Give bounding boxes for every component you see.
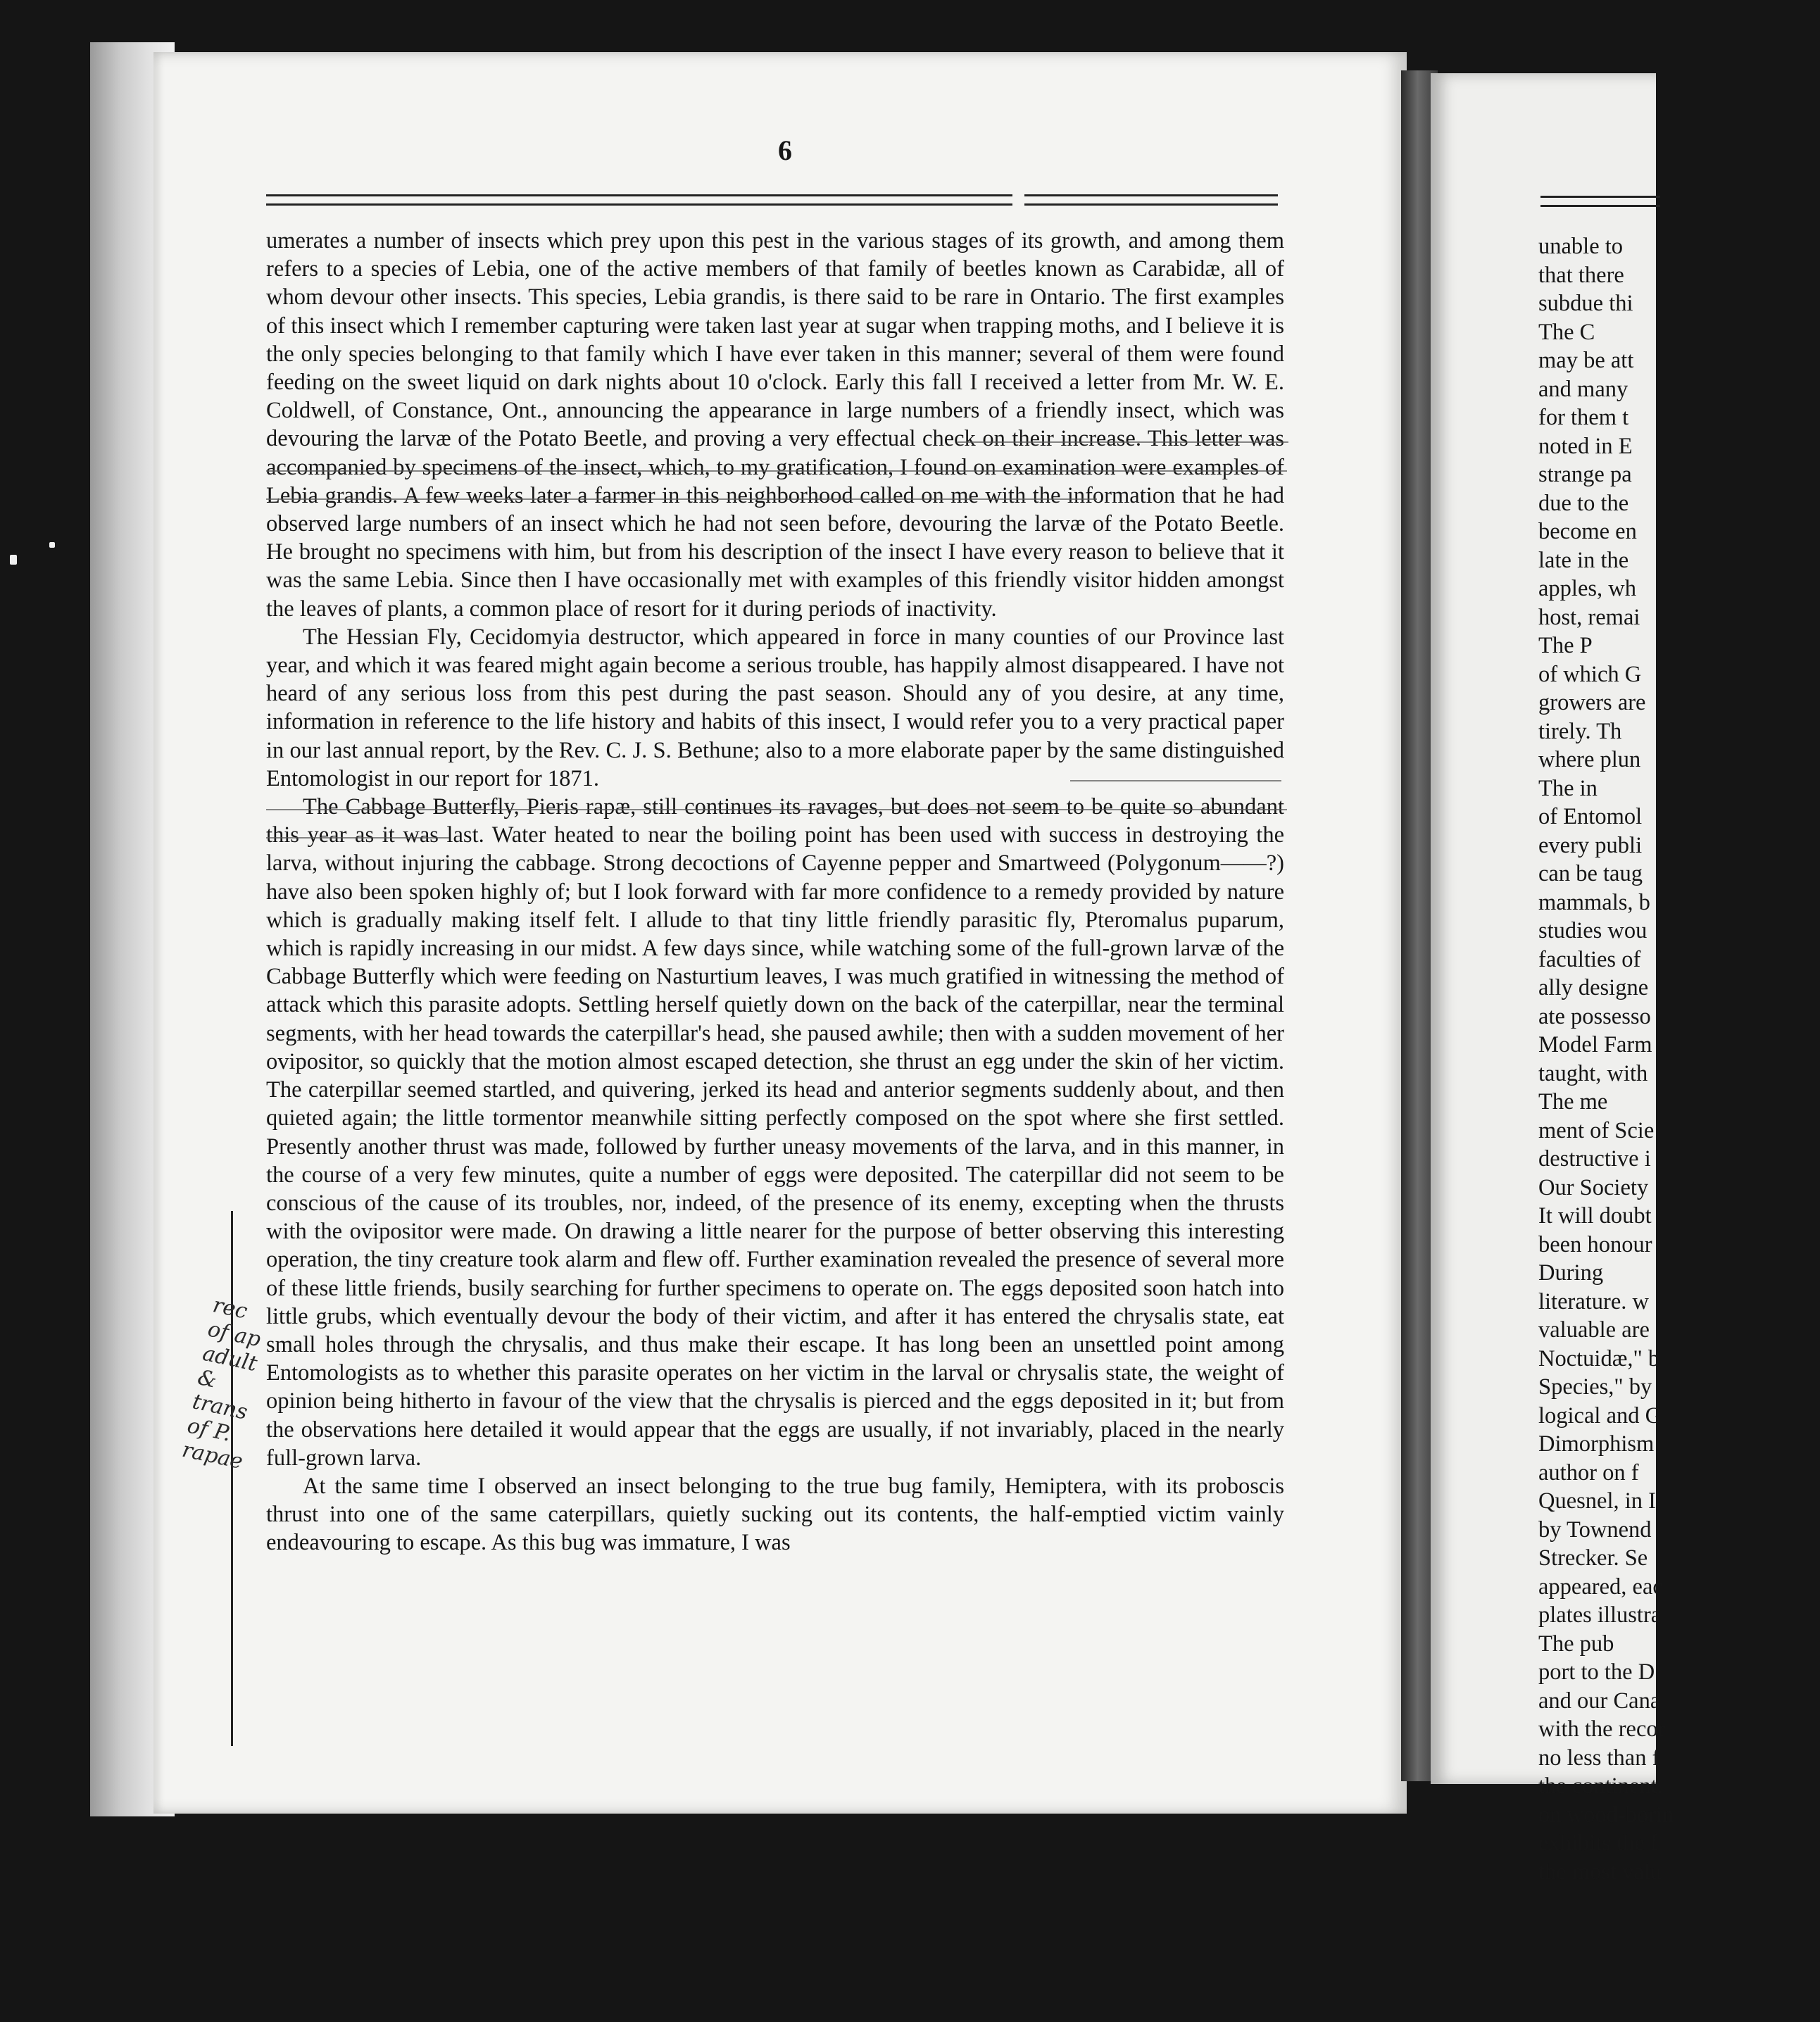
right-page-line: with the recor bbox=[1538, 1716, 1666, 1742]
right-page-line: growers are bbox=[1538, 690, 1646, 715]
right-page-line: The C bbox=[1538, 319, 1595, 345]
right-page-line: author on f bbox=[1538, 1459, 1639, 1486]
right-page-line: subdue thi bbox=[1538, 291, 1633, 316]
right-page-line: The P bbox=[1538, 633, 1593, 658]
paragraph-hemiptera: At the same time I observed an insect belonging to the true bug family, Hemiptera, with its proboscis thrust into one of the same caterpillars, quietly sucking out its contents, the half-emptied victim vainly endeavouring to escape. As this bug was immature, I was bbox=[266, 1473, 1284, 1556]
right-page-line: faculties of bbox=[1538, 946, 1641, 972]
right-page-line: The me bbox=[1538, 1089, 1608, 1114]
right-page-line: and many bbox=[1538, 376, 1628, 402]
right-page-line: ally designe bbox=[1538, 975, 1649, 1000]
right-page-line: The pub bbox=[1538, 1631, 1614, 1657]
right-page-header-rule bbox=[1540, 196, 1660, 207]
right-page-line: that there bbox=[1538, 262, 1624, 288]
right-page-line: port to the D bbox=[1538, 1659, 1655, 1685]
right-page-line: every publi bbox=[1538, 832, 1643, 858]
right-page-line: appeared, eac bbox=[1538, 1574, 1663, 1600]
right-page-line: apples, wh bbox=[1538, 576, 1636, 601]
right-page-line: ment of Scie bbox=[1538, 1117, 1655, 1143]
right-page-line: Our Society bbox=[1538, 1174, 1649, 1200]
pencil-underline bbox=[266, 470, 1287, 472]
right-page-line: of which G bbox=[1538, 661, 1642, 687]
paragraph-lebia: umerates a number of insects which prey upon this pest in the various stages of its growth, and among them refers to a species of Lebia, one of the active members of that family of beetles known as Carabidæ, all of whom devour other insects. This species, Lebia grandis, is there said to be rare in Ontario. The first examples of this insect which I remember capturing were taken last year at sugar when trapping moths, and I believe it is the only species belonging to that family which I have ever taken in this manner; several of them were found feeding on the sweet liquid on dark nights about 10 o'clock. Early this fall I received a letter from Mr. W. E. Coldwell, of Constance, Ont., announcing the appearance in large numbers of a friendly insect, which was devouring the larvæ of the Potato Beetle, and proving a very effectual check on their increase. This letter was accompanied by specimens of the insect, which, to my gratification, I found on examination were examples of Lebia grandis. A few weeks later a farmer in this neighborhood called on me with the information that he had observed large numbers of an insect which he had not seen before, devouring the larvæ of the Potato Beetle. He brought no specimens with him, but from his description of the insect I have every reason to believe that it was the same Lebia. Since then I have occasionally met with examples of this friendly visitor hidden amongst the leaves of plants, a common place of resort for it during periods of inactivity. bbox=[266, 228, 1284, 622]
scan-speck bbox=[49, 542, 55, 548]
right-page-line: plates illustra bbox=[1538, 1602, 1662, 1628]
right-page-line: exhibits the f bbox=[1538, 1831, 1658, 1856]
right-page-line: taught, with bbox=[1538, 1060, 1648, 1086]
header-rule bbox=[266, 194, 1012, 206]
header-rule bbox=[1024, 194, 1278, 206]
paragraph-cabbage-butterfly: The Cabbage Butterfly, Pieris rapæ, still continues its ravages, but does not seem to be quite so abundant this year as it was last. Water heated to near the boiling point has been used with success in destroying the larva, without injuring the cabbage. Strong decoctions of Cayenne pepper and Smartweed (Polygonum——?) have also been spoken highly of; but I look forward with far more confidence to a remedy provided by nature which is gradually making itself felt. I allude to that tiny little friendly parasitic fly, Pteromalus puparum, which is rapidly increasing in our midst. A few days since, while watching some of the full-grown larvæ of the Cabbage Butterfly which were feeding on Nasturtium leaves, I was much gratified in witnessing the method of attack which this parasite adopts. Settling herself quietly down on the back of the caterpillar, near the terminal segments, with her head towards the caterpillar's head, she paused awhile; then with a sudden movement of her ovipositor, so quickly that the motion almost escaped detection, she thrust an egg under the skin of her victim. The caterpillar seemed startled, and quivering, jerked its head and anterior segments suddenly about, and then quieted again; the little tormentor meanwhile sitting perfectly composed on the spot where she first settled. Presently another thrust was made, followed by further uneasy movements of the larva, and in this manner, in the course of a very few minutes, quite a number of eggs were deposited. The caterpillar did not seem to be conscious of the cause of its troubles, nor, indeed, of the presence of its enemy, excepting when the thrusts with the ovipositor were made. On drawing a little nearer for the purpose of better observing this interesting operation, the tiny creature took alarm and flew off. Further examination revealed the presence of several more of these little friends, busily searching for further specimens to operate on. The eggs deposited soon hatch into little grubs, which eventually devour the body of their victim, and after it has entered the chrysalis state, eat small holes through the chrysalis, and thus make their escape. It has long been an unsettled point among Entomologists as to whether this parasite operates on her victim in the larval or chrysalis state, the weight of opinion being hitherto in favour of the view that the chrysalis is pierced and the eggs deposited in it; but from the observations here detailed it would appear that the eggs are usually, if not invariably, placed in the nearly full-grown larva. bbox=[266, 794, 1284, 1471]
paragraph-hessian-fly: The Hessian Fly, Cecidomyia destructor, which appeared in force in many counties of our Province last year, and which it was feared might again become a serious trouble, has happily almost disappeared. I have not heard of any serious loss from this pest during the past season. Should any of you desire, at any time, information in reference to the life history and habits of this insect, I would refer you to a very practical paper in our last annual report, by the Rev. C. J. S. Bethune; also to a more elaborate paper by the same distinguished Entomologist in our report for 1871. bbox=[266, 624, 1284, 791]
pencil-underline bbox=[1070, 780, 1281, 781]
right-page-line: no less than f bbox=[1538, 1745, 1660, 1771]
right-page-line: Quesnel, in I bbox=[1538, 1488, 1656, 1514]
right-page-line: of Entomol bbox=[1538, 804, 1643, 829]
pencil-underline bbox=[266, 809, 1287, 810]
right-page-line: logical and G bbox=[1538, 1402, 1662, 1428]
right-page-line: Dimorphism bbox=[1538, 1431, 1655, 1457]
right-page-line: become en bbox=[1538, 519, 1637, 544]
right-page-line: The in bbox=[1538, 775, 1598, 801]
right-page-line: ate possesso bbox=[1538, 1003, 1651, 1029]
right-page-line: and our Cana bbox=[1538, 1688, 1661, 1714]
pencil-underline bbox=[958, 441, 1288, 443]
right-page-line: Model Farm bbox=[1538, 1032, 1652, 1057]
right-page-line: for them t bbox=[1538, 405, 1629, 430]
right-page-line: late in the bbox=[1538, 547, 1629, 573]
right-page-line: the most valu bbox=[1538, 1859, 1662, 1885]
right-page-line: Noctuidæ," b bbox=[1538, 1345, 1660, 1371]
right-page-line: on wood-borin bbox=[1538, 1802, 1674, 1828]
right-page-line: strange pa bbox=[1538, 462, 1632, 487]
right-page-line: noted in E bbox=[1538, 433, 1633, 459]
right-page-line: tirely. Th bbox=[1538, 718, 1622, 744]
right-page-line: Species," by bbox=[1538, 1374, 1652, 1400]
right-page-line: where plun bbox=[1538, 747, 1641, 772]
right-page-text bbox=[1538, 232, 1820, 1886]
right-page-line: unable to bbox=[1538, 234, 1624, 259]
right-page-line: mammals, b bbox=[1538, 889, 1650, 915]
right-page-line: due to the bbox=[1538, 490, 1629, 516]
right-page-line: can be taug bbox=[1538, 861, 1643, 886]
right-page-line: studies wou bbox=[1538, 918, 1648, 943]
scan-speck bbox=[10, 555, 17, 565]
right-page-line: the continent. bbox=[1538, 1773, 1663, 1799]
right-page-line: destructive i bbox=[1538, 1146, 1651, 1172]
right-page-line: host, remai bbox=[1538, 604, 1640, 630]
page-number: 6 bbox=[778, 134, 792, 166]
right-page-line: valuable are bbox=[1538, 1317, 1650, 1343]
right-page-line: by Townend bbox=[1538, 1516, 1652, 1543]
pencil-underline bbox=[266, 498, 1097, 500]
right-page-line: It will doubt bbox=[1538, 1203, 1652, 1229]
pencil-underline bbox=[266, 837, 449, 839]
right-page-line: Strecker. Se bbox=[1538, 1545, 1648, 1571]
right-page-line: During bbox=[1538, 1260, 1604, 1286]
right-page-line: been honour bbox=[1538, 1231, 1652, 1257]
page-body-text bbox=[266, 227, 1284, 1557]
right-page-line: may be att bbox=[1538, 348, 1634, 373]
right-page-line: literature. w bbox=[1538, 1288, 1650, 1314]
margin-handwritten-note: rec of ap adult & trans of P. rapae bbox=[180, 1293, 263, 1475]
